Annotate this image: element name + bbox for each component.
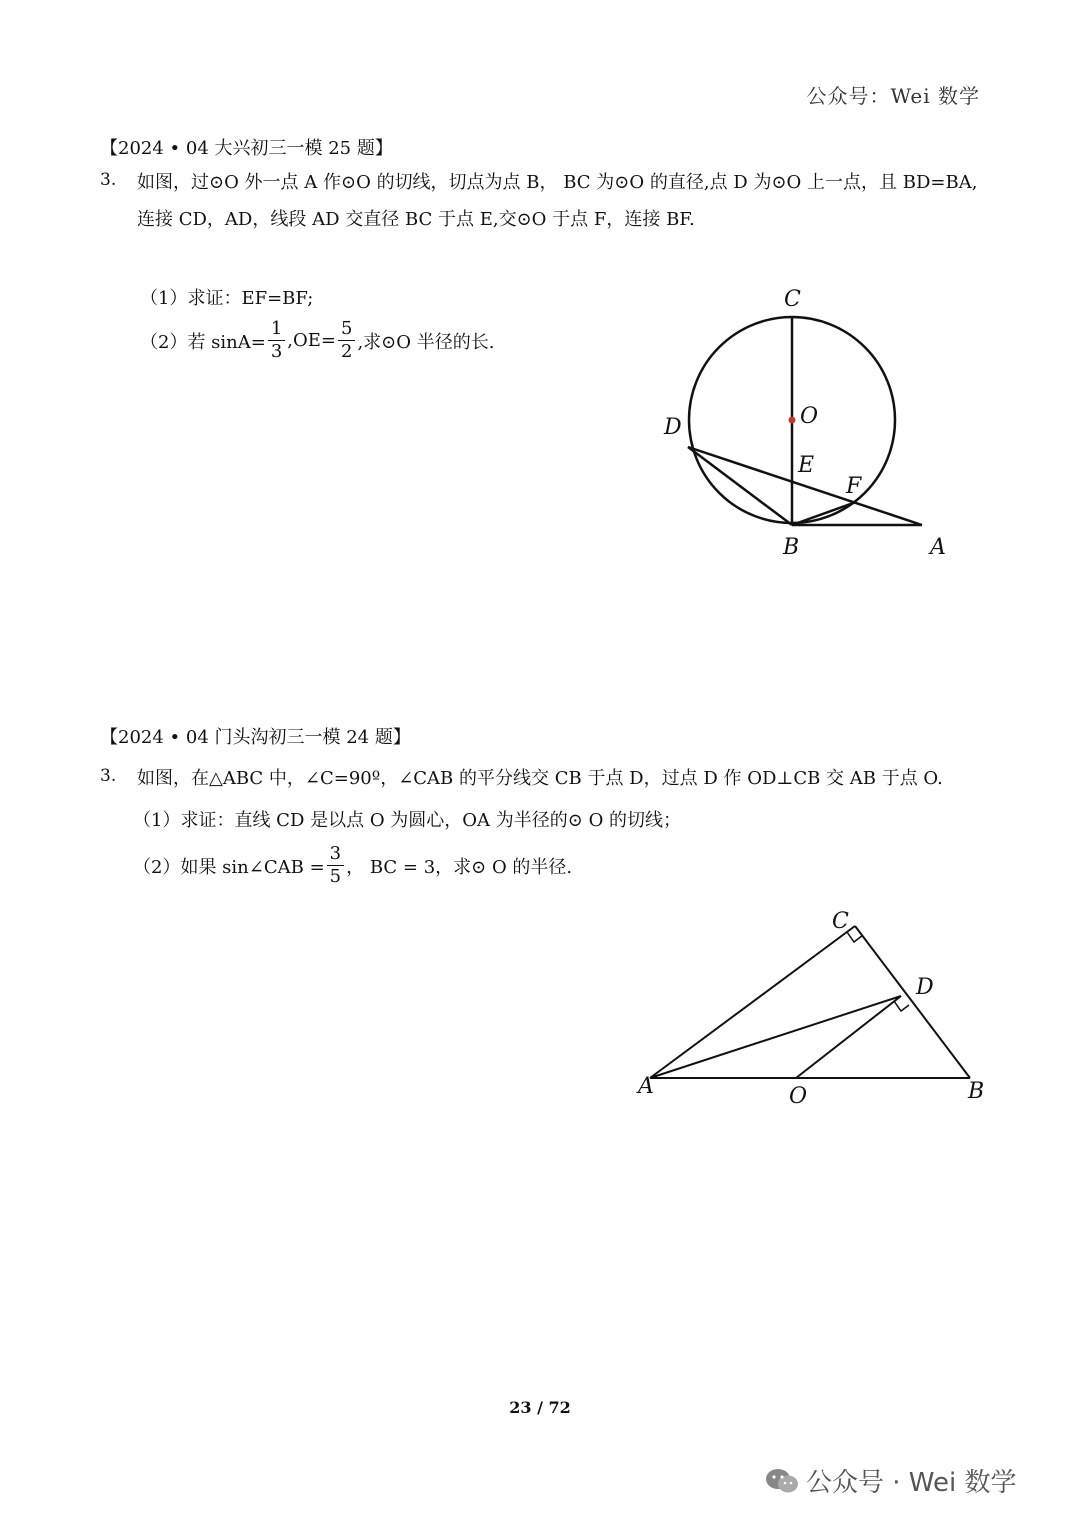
segment-od (796, 996, 901, 1078)
problem2-part2 (133, 843, 572, 888)
segment-cb (855, 926, 970, 1078)
problem1-source: 【2024 • 04 大兴初三一模 25 题】 (100, 138, 393, 159)
label-b: B (783, 535, 800, 560)
problem2-figure (630, 900, 1010, 1115)
problem2-part2-suffix: ， BC = 3，求⊙ O 的半径. (346, 856, 573, 878)
segment-bd (688, 447, 792, 525)
problem2-number: 3. (100, 766, 117, 786)
problem1-stem-line2: 连接 CD，AD，线段 AD 交直径 BC 于点 E,交⊙O 于点 F，连接 BF. (137, 209, 695, 230)
right-angle-d (894, 1001, 909, 1011)
wechat-icon (764, 1467, 800, 1495)
problem2-stem: 如图，在△ABC 中，∠C=90º，∠CAB 的平分线交 CB 于点 D，过点 D 作 OD⊥CB 交 AB 于点 O. (137, 768, 943, 789)
problem2-fraction-sin (327, 843, 344, 888)
label-c: C (784, 287, 801, 312)
fraction-numerator: 3 (327, 843, 344, 866)
problem2-part2-prefix: （2）如果 sin∠CAB = (133, 856, 325, 878)
fraction-numerator: 1 (268, 318, 285, 341)
problem1-fraction-OE (338, 318, 355, 363)
label-c: C (832, 909, 849, 934)
problem1-fraction-sinA (268, 318, 285, 363)
watermark (764, 1462, 1016, 1499)
problem1-part1: （1）求证：EF=BF; (140, 288, 314, 309)
label-a: A (930, 535, 946, 560)
center-point-o (789, 417, 796, 424)
fraction-denominator: 3 (270, 341, 283, 362)
label-f: F (846, 474, 862, 499)
label-d: D (916, 975, 934, 1000)
label-o: O (789, 1084, 808, 1109)
problem1-part2-suffix: ,求⊙O 半径的长. (357, 331, 495, 353)
problem1-part2-prefix: （2）若 sinA= (140, 331, 266, 353)
label-d: D (664, 415, 682, 440)
watermark-text: 公众号 · Wei 数学 (806, 1468, 1017, 1498)
problem1-number: 3. (100, 170, 117, 190)
label-o: O (800, 404, 819, 429)
problem2-part1: （1）求证：直线 CD 是以点 O 为圆心，OA 为半径的⊙ O 的切线； (133, 810, 682, 831)
segment-ad (650, 996, 901, 1078)
label-e: E (798, 453, 815, 478)
page-number: 23 / 72 (509, 1398, 571, 1417)
problem1-part2 (140, 318, 494, 363)
fraction-denominator: 2 (341, 341, 353, 362)
problem1-figure (640, 280, 970, 570)
problem1-stem-line1: 如图，过⊙O 外一点 A 作⊙O 的切线，切点为点 B， BC 为⊙O 的直径,点 D 为⊙O 上一点，且 BD=BA, (137, 172, 978, 193)
fraction-numerator: 5 (338, 318, 355, 341)
problem1-part2-mid: ,OE= (287, 330, 336, 351)
problem2-source: 【2024 • 04 门头沟初三一模 24 题】 (100, 727, 411, 748)
label-a: A (638, 1074, 654, 1099)
fraction-denominator: 5 (329, 866, 342, 887)
header-account: 公众号：Wei 数学 (806, 84, 980, 108)
label-b: B (968, 1079, 985, 1104)
segment-bf (792, 502, 856, 525)
